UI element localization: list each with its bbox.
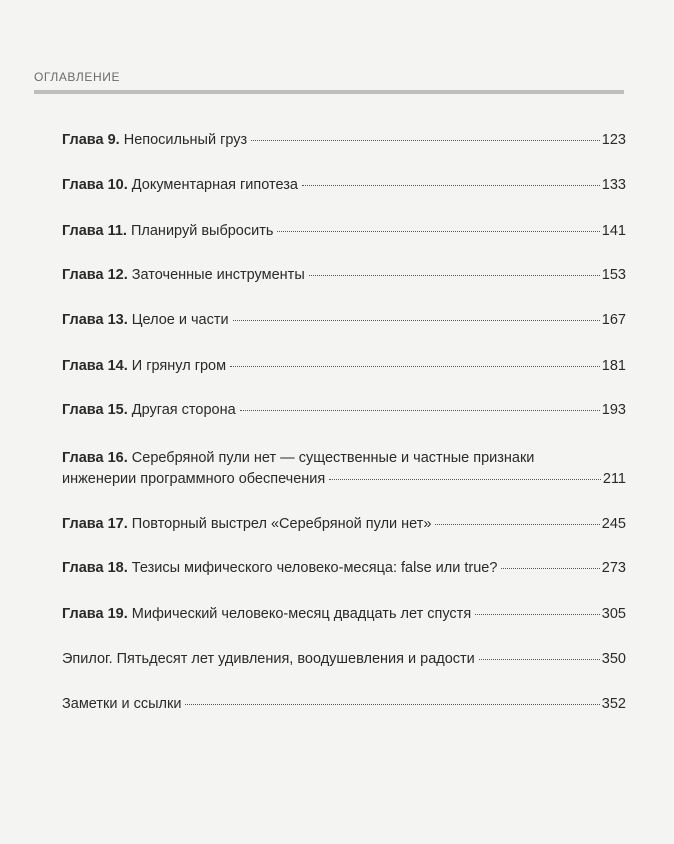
page-number: 123: [601, 132, 626, 148]
toc-entry-chapter-12[interactable]: [62, 265, 626, 286]
chapter-number: Глава 17.: [62, 516, 128, 532]
dot-leader: [501, 568, 599, 569]
chapter-title: Другая сторона: [131, 402, 236, 418]
toc-entry-chapter-17[interactable]: [62, 514, 626, 535]
toc-entry-chapter-13[interactable]: [62, 310, 626, 331]
chapter-number: Глава 12.: [62, 267, 128, 283]
chapter-title-line1: Серебряной пули нет — существенные и частные признаки: [131, 450, 535, 466]
dot-leader: [479, 659, 600, 660]
page-number: 350: [601, 651, 626, 667]
page-number: 153: [601, 267, 626, 283]
chapter-number: Глава 9.: [62, 132, 120, 148]
toc-entry-chapter-19[interactable]: [62, 604, 626, 625]
chapter-number: Глава 15.: [62, 402, 128, 418]
dot-leader: [302, 185, 600, 186]
chapter-title-line2: инженерии программного обеспечения: [62, 471, 326, 487]
chapter-number: Глава 11.: [62, 223, 127, 239]
dot-leader: [435, 524, 599, 525]
page-number: 181: [601, 358, 626, 374]
chapter-number: Глава 14.: [62, 358, 128, 374]
chapter-number: Глава 16.: [62, 450, 128, 466]
page-number: 352: [601, 696, 626, 712]
chapter-title: Заточенные инструменты: [131, 267, 305, 283]
toc-entry-chapter-16[interactable]: [62, 448, 626, 490]
dot-leader: [329, 479, 601, 480]
toc-entry-chapter-10[interactable]: [62, 175, 626, 196]
dot-leader: [251, 140, 600, 141]
chapter-title: Мифический человеко-месяц двадцать лет спустя: [131, 606, 472, 622]
page-number: 245: [601, 516, 626, 532]
toc-entry-chapter-18[interactable]: [62, 558, 626, 579]
page-number: 211: [602, 471, 626, 487]
page-number: 193: [601, 402, 626, 418]
dot-leader: [475, 614, 600, 615]
dot-leader: [233, 320, 600, 321]
dot-leader: [240, 410, 600, 411]
dot-leader: [185, 704, 599, 705]
chapter-title: Планируй выбросить: [130, 223, 274, 239]
dot-leader: [230, 366, 600, 367]
toc-entry-chapter-9[interactable]: [62, 130, 626, 151]
chapter-number: Глава 13.: [62, 312, 128, 328]
chapter-number: Глава 18.: [62, 560, 128, 576]
chapter-title: Целое и части: [131, 312, 229, 328]
chapter-number: Глава 19.: [62, 606, 128, 622]
dot-leader: [309, 275, 600, 276]
page-number: 273: [601, 560, 626, 576]
page-number: 167: [601, 312, 626, 328]
toc-entry-epilogue[interactable]: [62, 649, 626, 670]
page-number: 133: [601, 177, 626, 193]
chapter-title: И грянул гром: [131, 358, 227, 374]
chapter-title: Повторный выстрел «Серебряной пули нет»: [131, 516, 432, 532]
page-number: 141: [601, 223, 626, 239]
page-number: 305: [601, 606, 626, 622]
toc-entry-chapter-14[interactable]: [62, 356, 626, 377]
epilogue-title: Эпилог. Пятьдесят лет удивления, воодушевления и радости: [62, 651, 475, 667]
toc-entry-chapter-15[interactable]: [62, 400, 626, 421]
notes-title: Заметки и ссылки: [62, 696, 182, 712]
toc-entry-notes[interactable]: [62, 694, 626, 715]
running-head-title: ОГЛАВЛЕНИЕ: [34, 70, 121, 84]
chapter-title: Документарная гипотеза: [131, 177, 298, 193]
chapter-number: Глава 10.: [62, 177, 128, 193]
toc-entry-chapter-11[interactable]: [62, 221, 626, 242]
dot-leader: [277, 231, 599, 232]
header-rule: [34, 90, 624, 94]
chapter-title: Тезисы мифического человеко-месяца: false или true?: [131, 560, 498, 576]
chapter-title: Непосильный груз: [123, 132, 248, 148]
